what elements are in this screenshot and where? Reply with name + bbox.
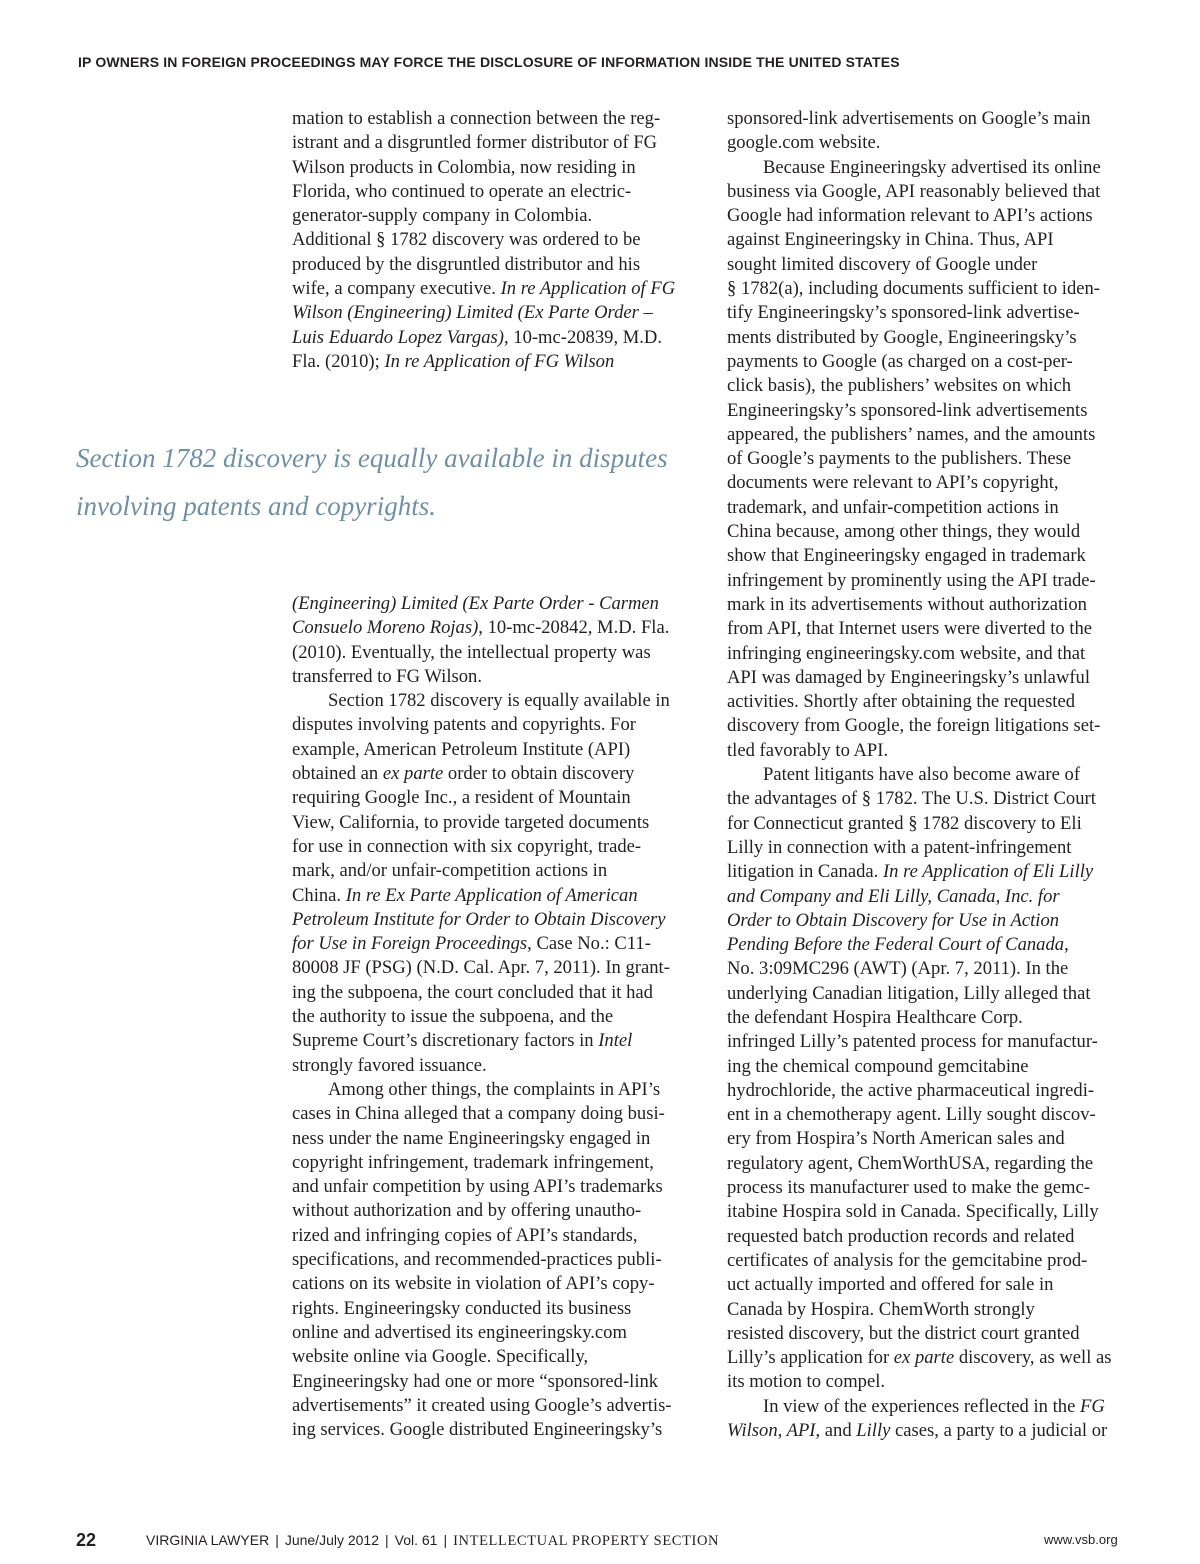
text-line: ness under the name Engineeringsky engaged in	[292, 1127, 651, 1149]
text-line: mation to establish a connection between the reg-	[292, 108, 661, 129]
case-citation: In re Application of Eli Lilly	[882, 861, 1094, 883]
text-line	[292, 326, 712, 350]
text-line: infringing engineeringsky.com website, and that	[727, 642, 1086, 664]
text-line	[727, 885, 1147, 909]
text-run: discovery, as well as	[954, 1347, 1112, 1369]
case-name: Intel	[598, 1030, 633, 1052]
text-line: resisted discovery, but the district court granted	[727, 1322, 1080, 1344]
text-line: Engineeringsky’s sponsored-link advertisements	[727, 399, 1088, 421]
text-line: appeared, the publishers’ names, and the amounts	[727, 423, 1096, 445]
text-line: requiring Google Inc., a resident of Mountain	[292, 787, 631, 809]
text-line: Additional § 1782 discovery was ordered to be	[292, 229, 641, 251]
footer-separator: |	[385, 1532, 389, 1548]
text-line: the advantages of § 1782. The U.S. District Court	[727, 788, 1096, 810]
text-line: China because, among other things, they would	[727, 521, 1081, 543]
latin-term: ex parte	[382, 763, 444, 785]
text-line	[727, 860, 1147, 884]
latin-term: ex parte	[893, 1347, 955, 1369]
page-footer	[0, 1530, 1200, 1558]
case-citation: Order to Obtain Discovery for Use in Action	[727, 909, 1060, 931]
pull-quote-line: involving patents and copyrights.	[76, 491, 436, 521]
text-line: cases in China alleged that a company doing busi-	[292, 1103, 665, 1125]
text-line: Florida, who continued to operate an electric-	[292, 180, 632, 202]
text-run: cases, a party to a judicial or	[890, 1420, 1108, 1442]
footer-separator: |	[443, 1532, 448, 1548]
text-run: wife, a company executive.	[292, 278, 501, 300]
issue-date: June/July 2012	[284, 1532, 380, 1548]
text-line: regulatory agent, ChemWorthUSA, regarding the	[727, 1152, 1094, 1174]
paragraph-fg-wilson-citation	[292, 592, 712, 689]
text-line	[727, 909, 1147, 933]
paragraph-engineeringsky	[292, 1078, 712, 1442]
text-line: for use in connection with six copyright, trade-	[292, 835, 642, 857]
text-line: strongly favored issuance.	[292, 1054, 487, 1076]
case-citation: Wilson (Engineering) Limited (Ex Parte Order –	[292, 302, 653, 324]
text-line: show that Engineeringsky engaged in trademark	[727, 545, 1086, 567]
section-name: INTELLECTUAL PROPERTY SECTION	[453, 1533, 720, 1549]
text-line	[292, 350, 712, 374]
text-line: example, American Petroleum Institute (API)	[292, 738, 631, 760]
text-run: obtained an	[292, 763, 383, 785]
text-line: online and advertised its engineeringsky.com	[292, 1321, 627, 1343]
text-line: Google had information relevant to API’s actions	[727, 205, 1093, 227]
text-line	[292, 762, 712, 786]
text-line: Canada by Hospira. ChemWorth strongly	[727, 1298, 1035, 1320]
text-line: istrant and a disgruntled former distributor of FG	[292, 132, 658, 154]
text-run: , 10-mc-20839, M.D.	[503, 326, 662, 348]
text-line: Patent litigants have also become aware of	[763, 764, 1081, 786]
left-column-top	[292, 107, 712, 374]
text-line: google.com website.	[727, 132, 881, 154]
paragraph-google-discovery	[727, 156, 1147, 763]
text-line: ing services. Google distributed Engineeringsky’s	[292, 1419, 663, 1441]
case-citation: Luis Eduardo Lopez Vargas)	[292, 326, 504, 348]
left-column-bottom	[292, 592, 712, 1442]
text-line: No. 3:09MC296 (AWT) (Apr. 7, 2011). In the	[727, 958, 1069, 980]
text-line: Among other things, the complaints in API’s	[328, 1078, 661, 1100]
paragraph-conclusion	[727, 1395, 1147, 1444]
text-line: rights. Engineeringsky conducted its business	[292, 1297, 632, 1319]
text-line: Because Engineeringsky advertised its online	[763, 156, 1101, 178]
text-line: Section 1782 discovery is equally available in	[328, 690, 670, 712]
text-line: from API, that Internet users were diverted to the	[727, 618, 1093, 640]
text-line: infringed Lilly’s patented process for manufactur-	[727, 1031, 1098, 1053]
case-name: Lilly	[856, 1420, 891, 1442]
paragraph-api-case	[292, 689, 712, 1078]
text-line: advertisements” it created using Google’s advertis-	[292, 1394, 672, 1416]
case-name: Wilson, API	[727, 1420, 816, 1442]
text-line: sponsored-link advertisements on Google’s main	[727, 108, 1091, 129]
footer-publication-line	[146, 1532, 719, 1550]
text-line: disputes involving patents and copyrights. For	[292, 714, 636, 736]
case-citation: (Engineering) Limited (Ex Parte Order - Carmen	[292, 593, 659, 614]
text-line: the defendant Hospira Healthcare Corp.	[727, 1006, 1023, 1028]
text-run: Lilly’s application for	[727, 1347, 894, 1369]
volume: Vol. 61	[394, 1532, 438, 1548]
text-line: tify Engineeringsky’s sponsored-link advertise-	[727, 302, 1080, 324]
case-citation: and Company and Eli Lilly, Canada, Inc. for	[727, 885, 1060, 907]
text-run: litigation in Canada.	[727, 861, 883, 883]
text-line	[727, 1346, 1147, 1370]
case-citation: Pending Before the Federal Court of Canada	[727, 934, 1065, 956]
text-line: cations on its website in violation of API’s copy-	[292, 1273, 655, 1295]
text-line: § 1782(a), including documents sufficient to iden-	[727, 278, 1101, 300]
text-line: View, California, to provide targeted documents	[292, 811, 650, 833]
case-citation: In re Application of FG Wilson	[384, 350, 615, 372]
text-line: against Engineeringsky in China. Thus, API	[727, 229, 1054, 251]
text-line	[727, 1419, 1147, 1443]
text-line: sought limited discovery of Google under	[727, 253, 1038, 275]
text-line: generator-supply company in Colombia.	[292, 205, 593, 227]
text-line: ments distributed by Google, Engineeringsky’s	[727, 326, 1077, 348]
text-line: produced by the disgruntled distributor and his	[292, 253, 641, 275]
text-line: ing the subpoena, the court concluded that it had	[292, 981, 653, 1003]
text-line	[292, 908, 712, 932]
text-line: copyright infringement, trademark infringement,	[292, 1151, 654, 1173]
text-line: mark in its advertisements without authorization	[727, 593, 1087, 615]
case-citation: In re Application of FG	[500, 278, 676, 300]
text-line: ery from Hospira’s North American sales and	[727, 1128, 1065, 1150]
text-line: rized and infringing copies of API’s standards,	[292, 1224, 638, 1246]
text-line: Wilson products in Colombia, now residing in	[292, 156, 636, 178]
text-line: specifications, and recommended-practices publi-	[292, 1249, 662, 1271]
text-line	[727, 933, 1147, 957]
text-line: its motion to compel.	[727, 1371, 886, 1393]
text-line: requested batch production records and related	[727, 1225, 1075, 1247]
text-line: website online via Google. Specifically,	[292, 1346, 589, 1368]
text-line: discovery from Google, the foreign litigations set-	[727, 715, 1101, 737]
text-line: of Google’s payments to the publishers. These	[727, 448, 1072, 470]
text-line: ing the chemical compound gemcitabine	[727, 1055, 1029, 1077]
text-line: trademark, and unfair-competition actions in	[727, 496, 1059, 518]
text-run: , 10-mc-20842, M.D. Fla.	[478, 617, 670, 639]
text-line	[727, 1395, 1147, 1419]
text-line	[292, 277, 712, 301]
text-run: , and	[815, 1420, 857, 1442]
text-line: payments to Google (as charged on a cost-per-	[727, 350, 1073, 372]
text-run: Fla. (2010);	[292, 350, 385, 372]
text-line: Lilly in connection with a patent-infringement	[727, 836, 1072, 858]
paragraph-fg-wilson-continued	[292, 107, 712, 374]
text-line	[292, 932, 712, 956]
text-line: transferred to FG Wilson.	[292, 665, 482, 687]
page-number: 22	[76, 1530, 97, 1550]
text-line: ent in a chemotherapy agent. Lilly sought discov-	[727, 1104, 1096, 1126]
text-line	[292, 301, 712, 325]
text-line: without authorization and by offering unautho-	[292, 1200, 642, 1222]
text-line: for Connecticut granted § 1782 discovery to Eli	[727, 812, 1082, 834]
running-head: IP OWNERS IN FOREIGN PROCEEDINGS MAY FORCE THE DISCLOSURE OF INFORMATION INSIDE THE UNITED STATES	[78, 54, 900, 70]
text-line: API was damaged by Engineeringsky’s unlawful	[727, 666, 1091, 688]
text-line: and unfair competition by using API’s trademarks	[292, 1176, 663, 1198]
text-run: ,	[1064, 934, 1069, 956]
text-run: In view of the experiences reflected in the	[763, 1395, 1080, 1417]
case-citation: for Use in Foreign Proceedings	[292, 933, 528, 955]
text-line: 80008 JF (PSG) (N.D. Cal. Apr. 7, 2011). In grant-	[292, 957, 670, 979]
text-line: process its manufacturer used to make the gemc-	[727, 1177, 1090, 1199]
text-line: (2010). Eventually, the intellectual property was	[292, 641, 651, 663]
text-line: mark, and/or unfair-competition actions in	[292, 860, 608, 882]
right-column	[727, 107, 1147, 1443]
text-line: underlying Canadian litigation, Lilly alleged that	[727, 982, 1091, 1004]
text-line	[292, 616, 712, 640]
pull-quote-line: Section 1782 discovery is equally available in disputes	[76, 443, 668, 473]
publication-name: VIRGINIA LAWYER	[146, 1532, 270, 1548]
text-line: certificates of analysis for the gemcitabine prod-	[727, 1249, 1088, 1271]
case-citation: Consuelo Moreno Rojas)	[292, 617, 479, 639]
text-run: China.	[292, 884, 346, 906]
text-line	[292, 1029, 712, 1053]
text-line: tled favorably to API.	[727, 739, 889, 761]
paragraph-lilly-case	[727, 763, 1147, 1395]
case-citation: Petroleum Institute for Order to Obtain Discovery	[292, 908, 666, 930]
text-line: infringement by prominently using the API trade-	[727, 569, 1096, 591]
text-line: itabine Hospira sold in Canada. Specifically, Lilly	[727, 1201, 1099, 1223]
case-citation: In re Ex Parte Application of American	[345, 884, 638, 906]
text-run: Supreme Court’s discretionary factors in	[292, 1030, 599, 1052]
footer-separator: |	[275, 1532, 279, 1548]
text-line: business via Google, API reasonably believed that	[727, 180, 1101, 202]
case-name: FG	[1079, 1395, 1105, 1417]
text-run: order to obtain discovery	[443, 763, 635, 785]
text-run: , Case No.: C11-	[527, 933, 651, 955]
footer-url: www.vsb.org	[1044, 1532, 1118, 1547]
text-line: the authority to issue the subpoena, and the	[292, 1006, 614, 1028]
pull-quote	[76, 434, 716, 530]
text-line	[292, 884, 712, 908]
text-line: documents were relevant to API’s copyright,	[727, 472, 1059, 494]
paragraph-sponsored-links	[727, 107, 1147, 156]
text-line: Engineeringsky had one or more “sponsored-link	[292, 1370, 659, 1392]
text-line: hydrochloride, the active pharmaceutical ingredi-	[727, 1079, 1095, 1101]
text-line: uct actually imported and offered for sale in	[727, 1274, 1054, 1296]
text-line	[292, 592, 712, 616]
text-line: click basis), the publishers’ websites on which	[727, 375, 1072, 397]
text-line: activities. Shortly after obtaining the requested	[727, 691, 1076, 713]
